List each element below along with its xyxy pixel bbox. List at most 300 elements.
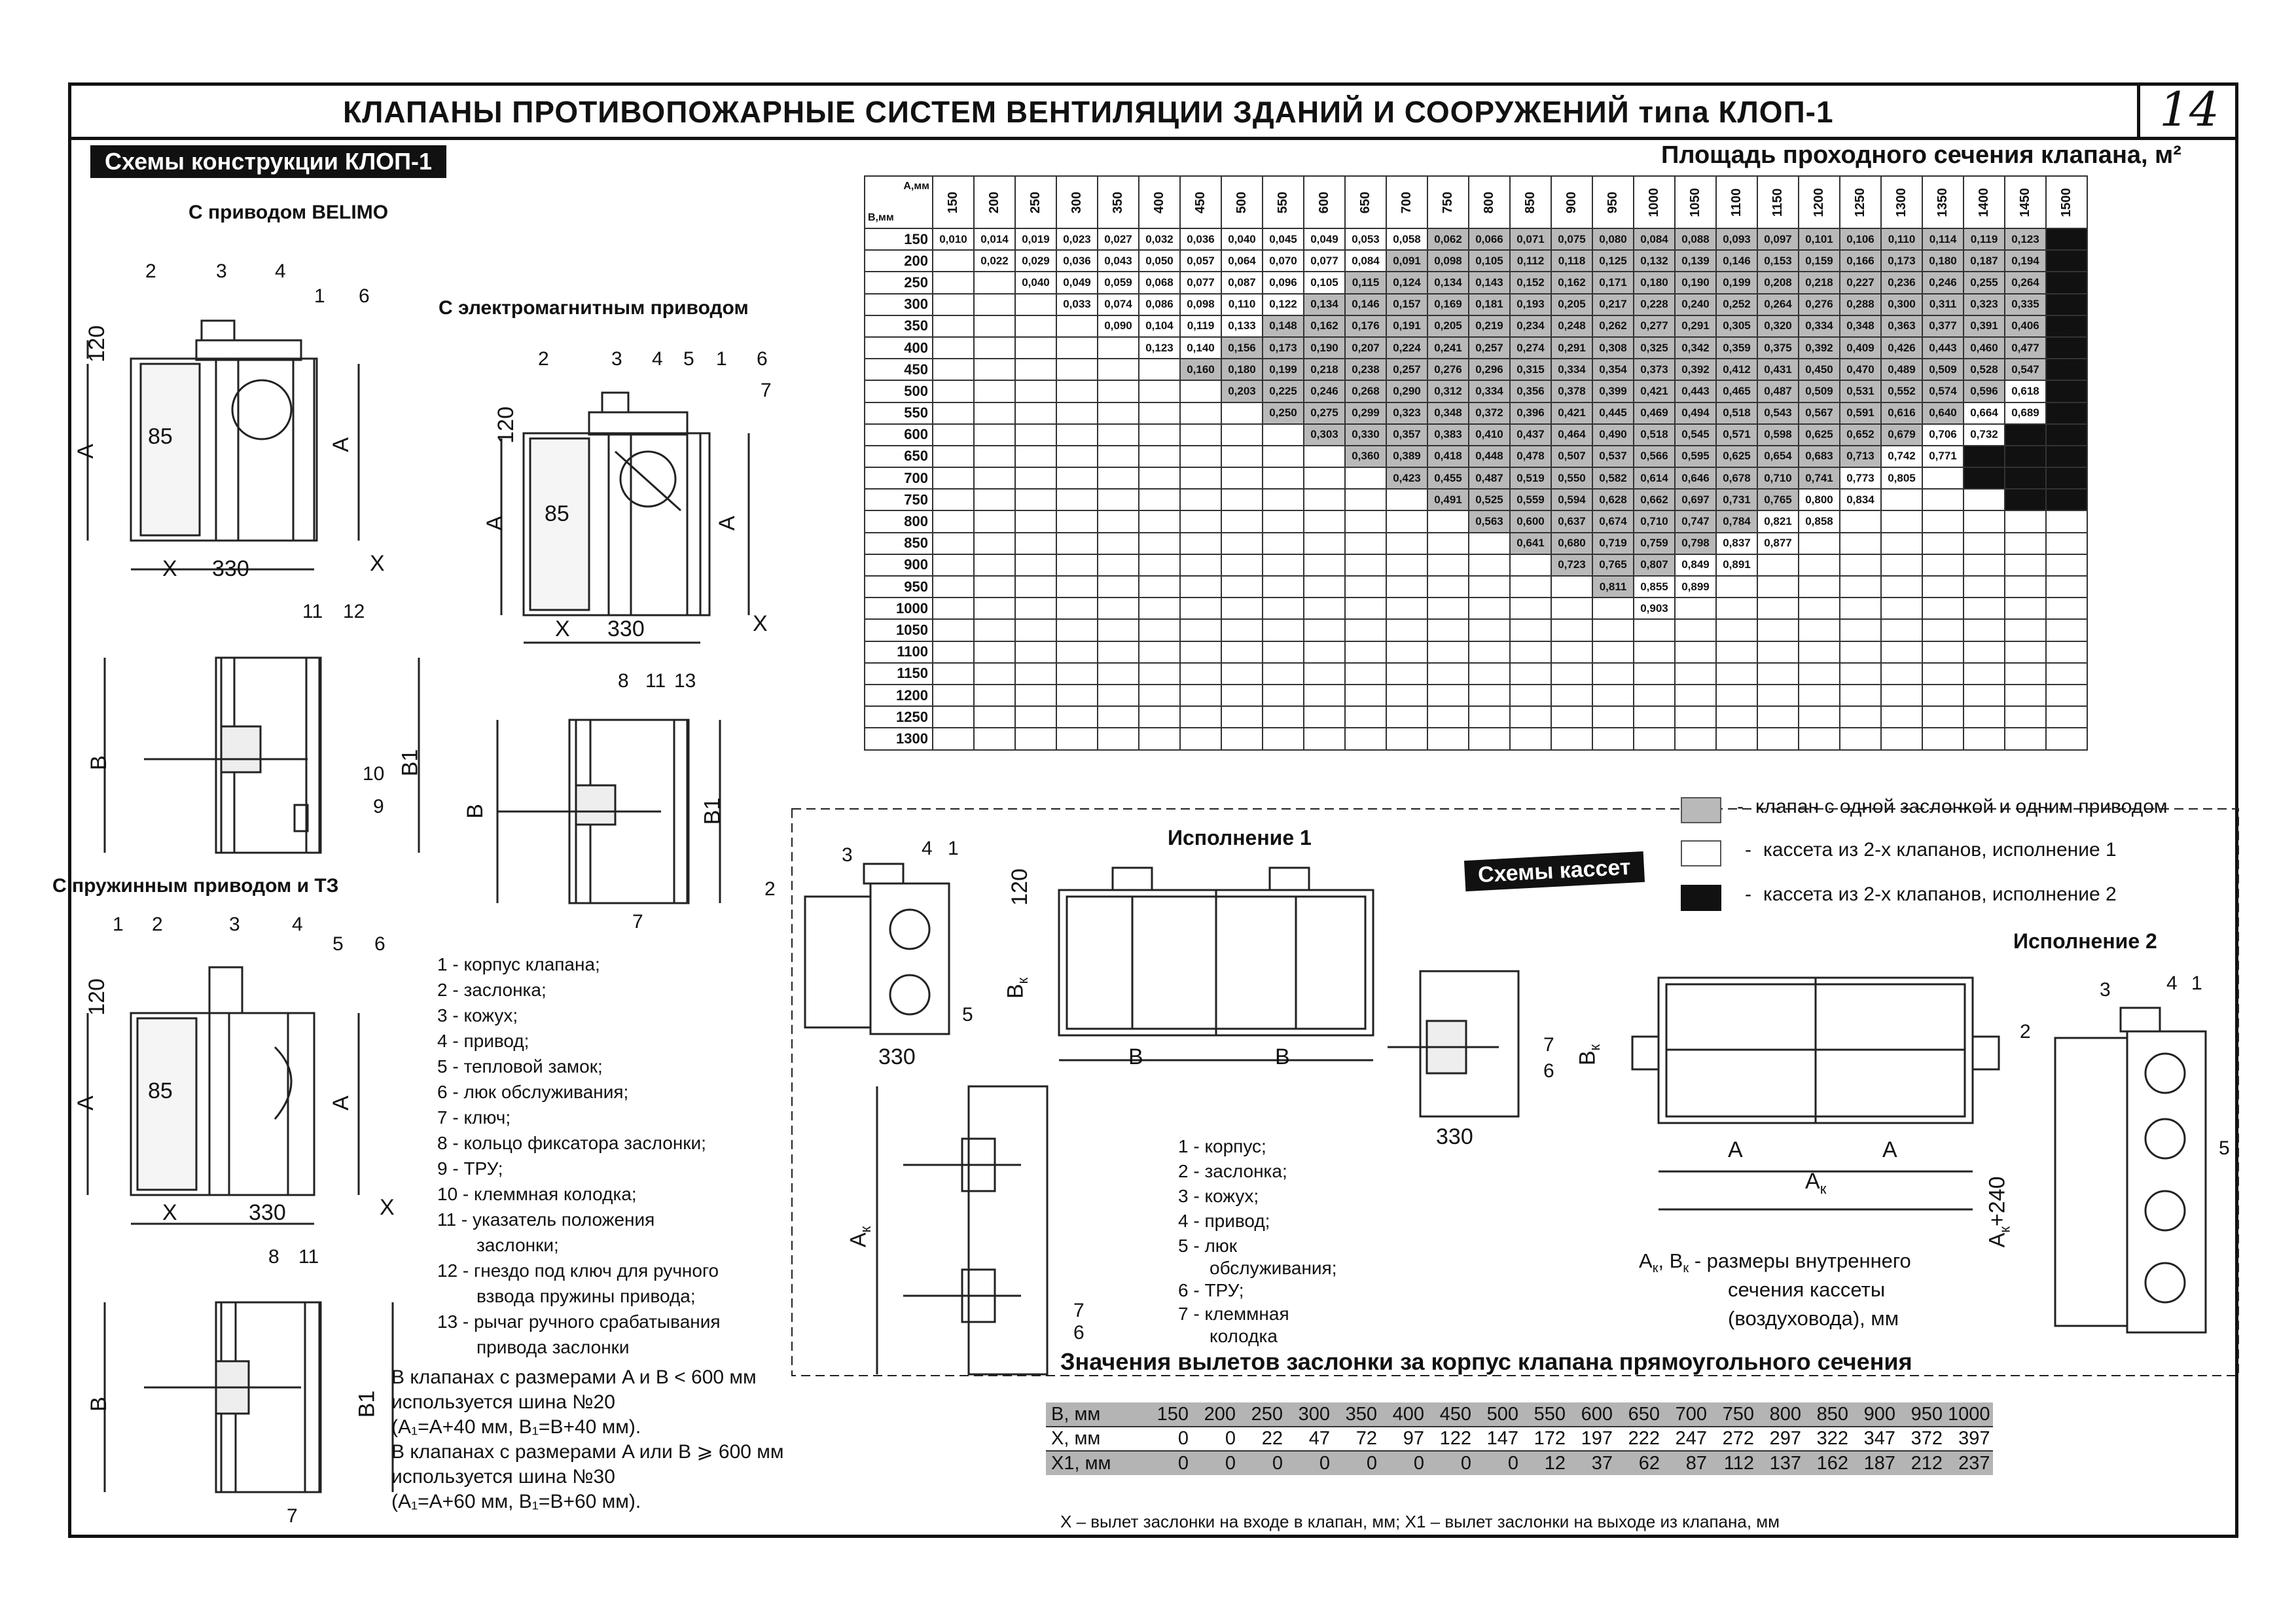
area-cell [1304, 706, 1345, 728]
cassette-dim-ak-side: $A_к$ [846, 1226, 874, 1248]
area-cell [1799, 706, 1840, 728]
callout-em-2: 2 [538, 348, 549, 370]
area-cell [974, 294, 1015, 315]
area-cell: 0,742 [1881, 446, 1922, 467]
area-cell: 0,357 [1386, 424, 1427, 446]
area-cell [2046, 402, 2087, 424]
area-cell [1098, 359, 1139, 380]
area-cell [1056, 576, 1098, 597]
overhang-cell: 197 [1568, 1427, 1615, 1451]
area-cell: 0,276 [1799, 294, 1840, 315]
overhang-cell: 372 [1898, 1427, 1945, 1451]
area-cell: 0,837 [1716, 533, 1757, 554]
area-table-row [865, 489, 2087, 510]
area-cell [1139, 597, 1180, 619]
area-cell: 0,255 [1964, 272, 2005, 293]
area-table [864, 175, 2088, 751]
area-cell [1304, 663, 1345, 685]
area-col-header: 500 [1221, 176, 1263, 228]
area-cell [933, 533, 974, 554]
area-cell: 0,162 [1551, 272, 1592, 293]
overhang-cell: 72 [1333, 1427, 1380, 1451]
area-cell [1799, 685, 1840, 706]
cassette-dim-330-b: 330 [1436, 1124, 1473, 1149]
area-cell [1799, 663, 1840, 685]
area-cell: 0,719 [1592, 533, 1634, 554]
area-col-header: 1350 [1922, 176, 1964, 228]
area-cell [1345, 619, 1386, 641]
area-cell [1015, 576, 1056, 597]
overhang-cell: 0 [1333, 1451, 1380, 1475]
area-cell: 0,674 [1592, 510, 1634, 532]
cassette-dim-ak240: $A_к+240$ [1984, 1176, 2013, 1248]
area-cell [1139, 685, 1180, 706]
area-col-header: 600 [1304, 176, 1345, 228]
area-cell: 0,784 [1716, 510, 1757, 532]
area-cell: 0,765 [1592, 554, 1634, 576]
area-cell [1592, 619, 1634, 641]
area-cell: 0,582 [1592, 467, 1634, 489]
area-row-header: 400 [865, 337, 933, 359]
area-cell: 0,372 [1469, 402, 1510, 424]
area-cell: 0,399 [1592, 380, 1634, 402]
cassette-legend-item: 1 - корпус; [1178, 1136, 1266, 1156]
area-cell [974, 467, 1015, 489]
area-cell [933, 489, 974, 510]
area-table-row [865, 359, 2087, 380]
cassette-callout-2: 2 [764, 878, 776, 900]
area-cell: 0,070 [1263, 250, 1304, 272]
belimo-front-view [88, 321, 359, 569]
area-cell [1551, 576, 1592, 597]
area-cell: 0,519 [1510, 467, 1551, 489]
area-cell: 0,741 [1799, 467, 1840, 489]
area-cell [1015, 663, 1056, 685]
area-cell [1634, 706, 1675, 728]
area-cell [1180, 706, 1221, 728]
area-cell [1881, 663, 1922, 685]
area-cell [1221, 424, 1263, 446]
area-row-header: 300 [865, 294, 933, 315]
area-row-header: 450 [865, 359, 933, 380]
area-cell: 0,678 [1716, 467, 1757, 489]
cassette-callout-4b: 4 [2166, 972, 2178, 994]
area-cell: 0,469 [1634, 402, 1675, 424]
area-cell [1840, 641, 1881, 663]
legend-single-text: клапан с одной заслонкой и одним приводом [1755, 796, 2168, 817]
area-cell [1964, 641, 2005, 663]
area-cell [1304, 489, 1345, 510]
area-cell: 0,264 [2005, 272, 2046, 293]
area-cell [1098, 337, 1139, 359]
overhang-cell: 0 [1191, 1451, 1238, 1475]
callout-sp-7: 7 [287, 1505, 298, 1527]
area-cell: 0,132 [1634, 250, 1675, 272]
area-cell [2005, 641, 2046, 663]
area-cell: 0,153 [1757, 250, 1799, 272]
area-cell: 0,105 [1304, 272, 1345, 293]
area-cell: 0,858 [1799, 510, 1840, 532]
area-cell [1881, 619, 1922, 641]
area-cell: 0,771 [1922, 446, 1964, 467]
area-cell [974, 272, 1015, 293]
area-cell: 0,049 [1056, 272, 1098, 293]
cassette-dim-bk-2: $B_к$ [1575, 1044, 1604, 1066]
area-cell [1015, 597, 1056, 619]
overhang-cell: 397 [1945, 1427, 1993, 1451]
area-cell [1510, 728, 1551, 749]
area-table-row [865, 554, 2087, 576]
area-cell: 0,275 [1304, 402, 1345, 424]
area-cell [1221, 446, 1263, 467]
area-cell: 0,680 [1551, 533, 1592, 554]
overhang-cell: 1000 [1945, 1402, 1993, 1427]
area-cell: 0,423 [1386, 467, 1427, 489]
area-cell [1757, 685, 1799, 706]
area-cell [933, 685, 974, 706]
area-cell [1840, 510, 1881, 532]
area-cell [1263, 619, 1304, 641]
area-cell [1964, 576, 2005, 597]
area-cell [1469, 706, 1510, 728]
area-cell: 0,616 [1881, 402, 1922, 424]
area-cell [1221, 663, 1263, 685]
cassette-callout-5b: 5 [2219, 1137, 2230, 1159]
area-cell: 0,169 [1427, 294, 1469, 315]
area-cell: 0,330 [1345, 424, 1386, 446]
area-cell: 0,412 [1716, 359, 1757, 380]
area-cell [974, 337, 1015, 359]
area-row-header: 700 [865, 467, 933, 489]
area-cell [1015, 619, 1056, 641]
overhang-cell: 850 [1804, 1402, 1851, 1427]
area-cell: 0,689 [2005, 402, 2046, 424]
area-cell: 0,262 [1592, 315, 1634, 337]
area-cell [1716, 597, 1757, 619]
area-cell [1922, 685, 1964, 706]
area-cell: 0,420 [2046, 315, 2087, 337]
area-cell: 0,098 [1427, 250, 1469, 272]
area-cell [1263, 706, 1304, 728]
area-cell [1799, 641, 1840, 663]
area-cell: 0,421 [1551, 402, 1592, 424]
area-cell [1139, 663, 1180, 685]
callout-em-1: 1 [716, 348, 727, 370]
area-cell: 0,227 [1840, 272, 1881, 293]
area-cell [1964, 489, 2005, 510]
overhang-cell: 122 [1427, 1427, 1474, 1451]
area-cell: 0,591 [1840, 402, 1881, 424]
area-cell: 0,697 [1675, 489, 1716, 510]
area-cell [1180, 728, 1221, 749]
area-cell: 0,173 [1263, 337, 1304, 359]
area-cell [974, 424, 1015, 446]
area-cell: 0,320 [1757, 315, 1799, 337]
area-cell: 0,134 [1304, 294, 1345, 315]
area-cell: 0,299 [1345, 402, 1386, 424]
callout-sp-3: 3 [229, 914, 240, 935]
callout-em-7b: 7 [632, 911, 643, 933]
legend-item: 5 - тепловой замок; [437, 1056, 603, 1077]
area-cell [1139, 641, 1180, 663]
area-cell: 0,157 [1386, 294, 1427, 315]
area-cell: 0,040 [1221, 228, 1263, 250]
dim-85-belimo: 85 [148, 424, 173, 449]
area-cell [2046, 706, 2087, 728]
area-table-row [865, 337, 2087, 359]
legend-swatch-single [1681, 797, 1721, 823]
dim-x-em: X [555, 616, 570, 641]
sheet-number: 14 [2137, 82, 2238, 137]
area-cell [1304, 685, 1345, 706]
area-cell [1757, 663, 1799, 685]
area-table-row [865, 685, 2087, 706]
area-cell: 0,731 [1716, 489, 1757, 510]
legend-exec1-text: кассета из 2-х клапанов, исполнение 1 [1763, 839, 2117, 861]
area-cell: 0,303 [1304, 424, 1345, 446]
area-cell: 0,747 [1675, 510, 1716, 532]
area-cell [1675, 597, 1716, 619]
area-cell [1139, 533, 1180, 554]
area-table-row [865, 619, 2087, 641]
area-cell [1015, 554, 1056, 576]
area-table-row [865, 380, 2087, 402]
overhang-row-label: Х, мм [1046, 1427, 1144, 1451]
area-cell [2046, 728, 2087, 749]
callout-sp-6: 6 [374, 933, 386, 955]
area-cell: 0,348 [1427, 402, 1469, 424]
area-cell: 0,903 [1634, 597, 1675, 619]
area-cell [1510, 663, 1551, 685]
area-cell [1345, 467, 1386, 489]
area-cell [1469, 663, 1510, 685]
overhang-cell: 22 [1238, 1427, 1285, 1451]
area-cell [1840, 597, 1881, 619]
cassette-callout-7b: 7 [1073, 1300, 1085, 1321]
execution-2-label: Исполнение 2 [2013, 929, 2157, 953]
area-cell: 0,489 [1881, 359, 1922, 380]
overhang-cell: 0 [1191, 1427, 1238, 1451]
area-cell [1510, 576, 1551, 597]
area-cell [1757, 619, 1799, 641]
area-col-header: 200 [974, 176, 1015, 228]
area-cell [1675, 685, 1716, 706]
callout-sp-4: 4 [292, 914, 303, 935]
cassette-dim-b-right: B [1275, 1044, 1290, 1069]
area-col-header: 1050 [1675, 176, 1716, 228]
area-table-row [865, 467, 2087, 489]
area-cell [1180, 402, 1221, 424]
area-cell [1098, 554, 1139, 576]
area-cell: 0,014 [974, 228, 1015, 250]
area-cell: 0,241 [1427, 337, 1469, 359]
area-cell: 0,448 [1469, 446, 1510, 467]
area-cell: 0,392 [1799, 337, 1840, 359]
area-cell: 0,595 [1675, 446, 1716, 467]
area-cell [2005, 706, 2046, 728]
dim-a-em: A [482, 516, 507, 531]
area-cell [1386, 619, 1427, 641]
area-cell [1015, 424, 1056, 446]
area-cell [1634, 663, 1675, 685]
tire-note-line: используется шина №30 [391, 1466, 615, 1488]
area-cell [1675, 706, 1716, 728]
area-row-header: 1300 [865, 728, 933, 749]
area-cell [974, 554, 1015, 576]
area-cell [974, 597, 1015, 619]
area-cell [2005, 510, 2046, 532]
area-cell [933, 272, 974, 293]
overhang-cell: 950 [1898, 1402, 1945, 1427]
electromagnetic-top-view [497, 720, 720, 903]
area-cell: 0,528 [1964, 359, 2005, 380]
area-cell [1510, 641, 1551, 663]
area-cell [1098, 597, 1139, 619]
overhang-cell: 600 [1568, 1402, 1615, 1427]
area-cell: 0,509 [1799, 380, 1840, 402]
cassette-dim-a-left: A [1728, 1137, 1743, 1162]
area-cell [1056, 337, 1098, 359]
area-cell [1551, 706, 1592, 728]
area-cell [1221, 576, 1263, 597]
area-cell: 0,234 [1510, 315, 1551, 337]
area-cell [1840, 533, 1881, 554]
area-cell: 0,308 [1592, 337, 1634, 359]
area-cell: 0,662 [1634, 489, 1675, 510]
area-cell [1056, 402, 1098, 424]
area-cell [1221, 706, 1263, 728]
area-cell [1263, 685, 1304, 706]
overhang-row-label: Х1, мм [1046, 1451, 1144, 1475]
area-cell [933, 619, 974, 641]
cassette-legend-item: 4 - привод; [1178, 1211, 1270, 1231]
area-cell [1221, 533, 1263, 554]
area-cell [933, 663, 974, 685]
area-cell [974, 402, 1015, 424]
area-cell: 0,257 [1386, 359, 1427, 380]
dim-x-spring: X [162, 1200, 177, 1225]
area-table-row [865, 228, 2087, 250]
overhang-cell: 400 [1380, 1402, 1427, 1427]
overhang-cell: 347 [1851, 1427, 1898, 1451]
area-cell: 0,450 [1799, 359, 1840, 380]
area-cell [1345, 597, 1386, 619]
area-cell [1675, 641, 1716, 663]
cassette-legend-item: 7 - клеммная [1178, 1304, 1289, 1324]
area-cell: 0,798 [1675, 533, 1716, 554]
overhang-cell: 47 [1285, 1427, 1333, 1451]
cassette-note-line3: (воздуховода), мм [1728, 1307, 1899, 1330]
area-cell [1386, 685, 1427, 706]
area-cell [1469, 685, 1510, 706]
area-cell [1675, 619, 1716, 641]
area-cell: 0,160 [1180, 359, 1221, 380]
area-table-row [865, 446, 2087, 467]
area-cell: 0,045 [1263, 228, 1304, 250]
area-cell [1881, 706, 1922, 728]
area-cell: 0,348 [1840, 315, 1881, 337]
area-cell [1881, 554, 1922, 576]
area-cell: 0,114 [1922, 228, 1964, 250]
area-cell [1098, 380, 1139, 402]
callout-em-11: 11 [645, 670, 666, 692]
area-cell: 0,625 [1799, 424, 1840, 446]
area-cell [1881, 489, 1922, 510]
area-cell [1551, 663, 1592, 685]
area-cell: 0,029 [1015, 250, 1056, 272]
area-cell [1716, 641, 1757, 663]
overhang-cell: 0 [1238, 1451, 1285, 1475]
area-cell: 0,625 [1716, 446, 1757, 467]
area-cell: 0,110 [1881, 228, 1922, 250]
area-cell [1840, 706, 1881, 728]
overhang-cell: 272 [1710, 1427, 1757, 1451]
area-cell [1221, 467, 1263, 489]
callout-12: 12 [343, 601, 365, 622]
area-cell [1056, 728, 1098, 749]
area-cell [1427, 619, 1469, 641]
area-row-header: 200 [865, 250, 933, 272]
area-cell [1056, 510, 1098, 532]
area-cell: 0,640 [1922, 402, 1964, 424]
area-cell: 0,203 [1221, 380, 1263, 402]
area-col-header: 1150 [1757, 176, 1799, 228]
area-cell [1469, 576, 1510, 597]
overhang-cell: 237 [1945, 1451, 1993, 1475]
area-cell: 0,096 [1263, 272, 1304, 293]
area-cell [1386, 576, 1427, 597]
area-cell [1304, 467, 1345, 489]
cassette-callout-1b: 1 [2191, 972, 2202, 994]
schemes-tag: Схемы конструкции КЛОП-1 [90, 145, 446, 178]
area-cell [1964, 467, 2005, 489]
area-cell: 0,891 [1716, 554, 1757, 576]
area-row-header: 600 [865, 424, 933, 446]
area-cell [1799, 554, 1840, 576]
area-cell [1716, 706, 1757, 728]
area-cell: 0,487 [1757, 380, 1799, 402]
legend-item: 10 - клеммная колодка; [437, 1184, 637, 1204]
area-cell: 0,713 [1840, 446, 1881, 467]
area-cell [1881, 533, 1922, 554]
area-cell [1304, 446, 1345, 467]
area-cell: 0,296 [1469, 359, 1510, 380]
area-cell: 0,470 [1840, 359, 1881, 380]
area-cell [974, 533, 1015, 554]
cassette-callout-6: 6 [1543, 1060, 1554, 1082]
area-cell: 0,477 [2005, 337, 2046, 359]
overhang-cell: 97 [1380, 1427, 1427, 1451]
dim-x1-belimo: X [370, 551, 385, 576]
overhang-cell: 162 [1804, 1451, 1851, 1475]
execution1-side-view [877, 1086, 1047, 1374]
area-cell: 0,525 [1469, 489, 1510, 510]
area-cell [1263, 597, 1304, 619]
area-cell [2005, 663, 2046, 685]
cassette-note-line1: $A_к$, $B_к$ - размеры внутреннего [1639, 1249, 1911, 1276]
area-table-row [865, 402, 2087, 424]
area-col-header: 550 [1263, 176, 1304, 228]
area-cell [1056, 315, 1098, 337]
area-cell [1386, 510, 1427, 532]
callout-6: 6 [359, 285, 370, 307]
area-cell [1180, 554, 1221, 576]
area-cell [1964, 663, 2005, 685]
cassette-callout-5: 5 [962, 1004, 973, 1026]
area-cell [1840, 554, 1881, 576]
area-cell [1922, 619, 1964, 641]
area-cell: 0,112 [1510, 250, 1551, 272]
